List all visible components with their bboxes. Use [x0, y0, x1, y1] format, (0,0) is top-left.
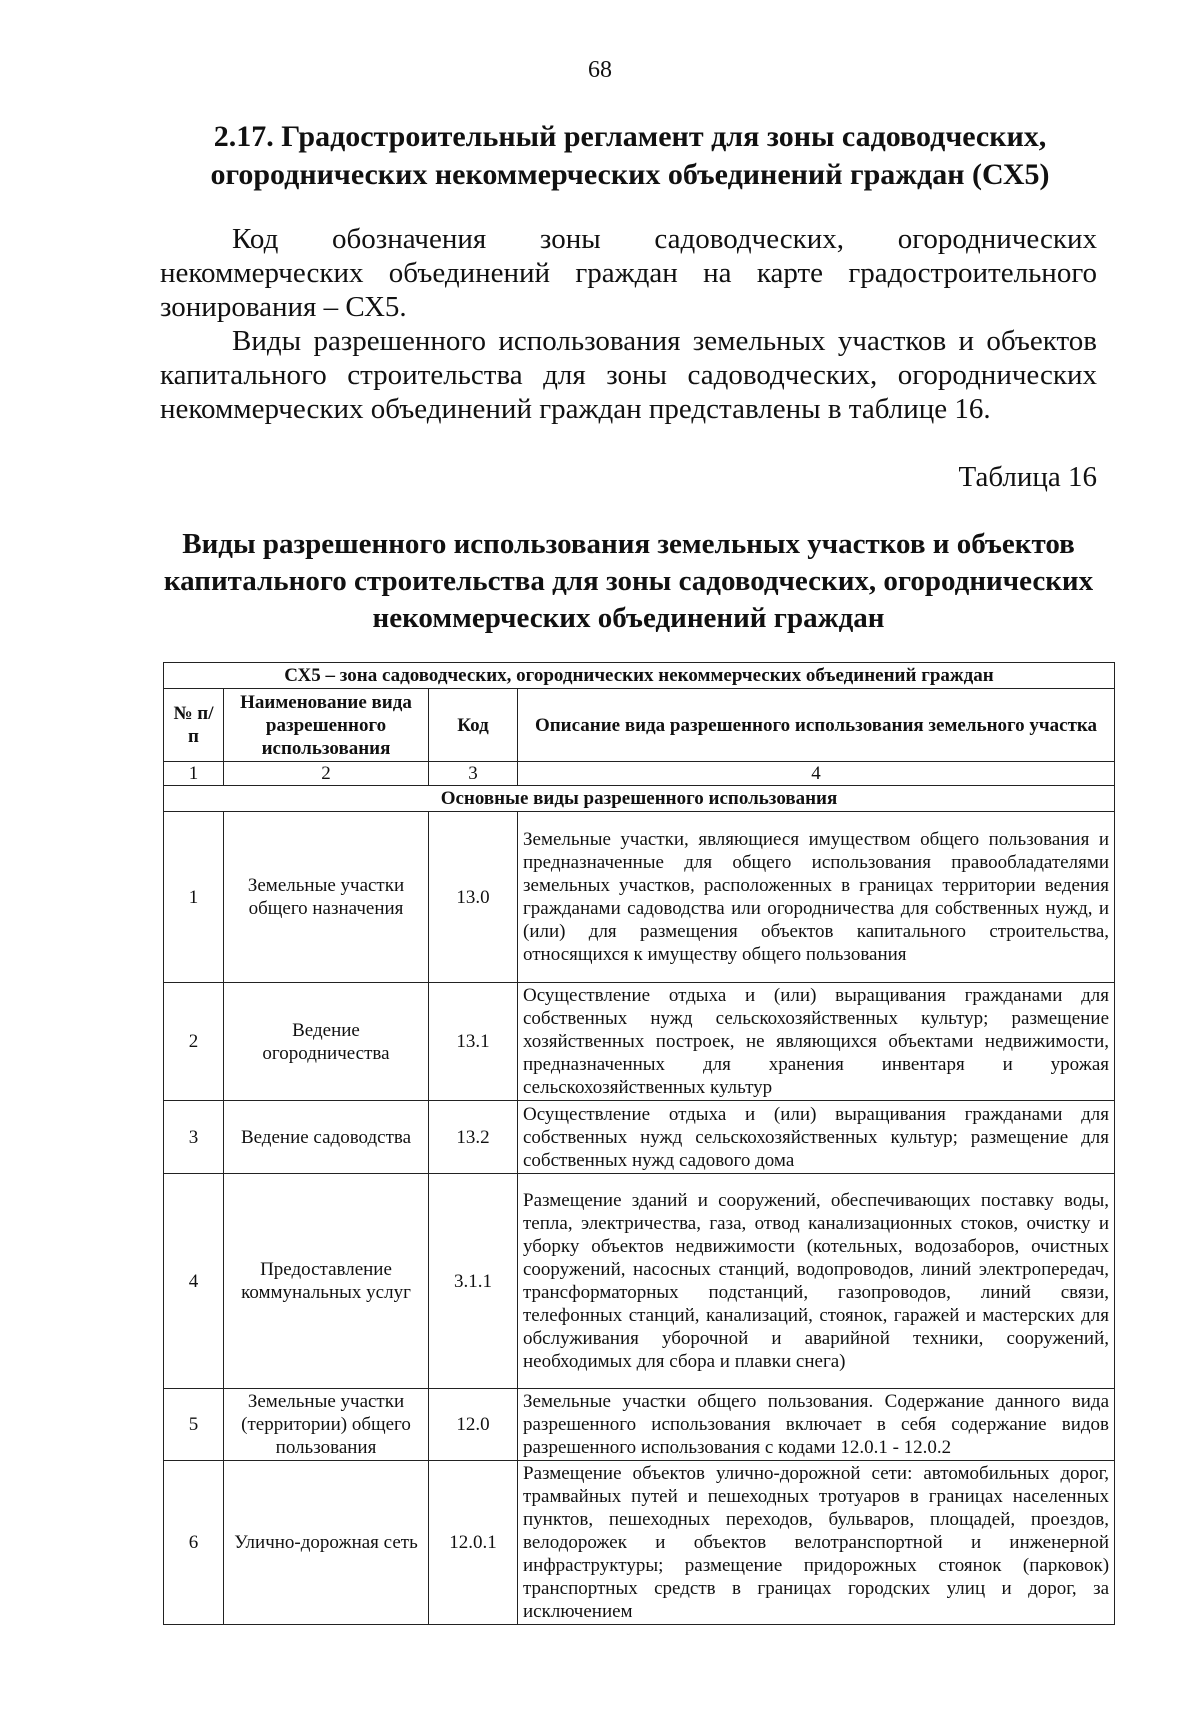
table-row — [164, 812, 1115, 983]
row-code-cell: 12.0.1 — [429, 1461, 518, 1625]
page-number: 68 — [588, 57, 612, 83]
permitted-use-table-wrapper — [163, 662, 1114, 1625]
table-row — [164, 1101, 1115, 1174]
table-row — [164, 983, 1115, 1101]
row-name-cell: Улично-дорожная сеть — [224, 1461, 429, 1625]
row-description-cell: Размещение объектов улично-дорожной сети: автомобильных дорог, трамвайных путей и пешеходных тротуаров в границах населенных пунктов, пешеходных переходов, бульваров, площадей, проездов, велодорожек и объектов велотранспортной и инженерной инфраструктуры; размещение придорожных стоянок (парковок) транспортных средств в границах городских улиц и дорог, за исключением — [518, 1461, 1115, 1625]
row-name-cell: Земельные участки (территории) общего пользования — [224, 1389, 429, 1461]
row-code-cell: 13.2 — [429, 1101, 518, 1174]
zone-header-row — [164, 663, 1115, 689]
row-description-cell: Осуществление отдыха и (или) выращивания гражданами для собственных нужд сельскохозяйственных культур; размещение для собственных нужд садового дома — [518, 1101, 1115, 1174]
row-number-cell: 5 — [164, 1389, 224, 1461]
row-name-cell: Земельные участки общего назначения — [224, 812, 429, 983]
group-header-cell: Основные виды разрешенного использования — [164, 786, 1115, 812]
permitted-use-table — [163, 662, 1115, 1625]
table-row — [164, 1174, 1115, 1389]
column-number-cell: 2 — [224, 762, 429, 786]
row-name-cell: Предоставление коммунальных услуг — [224, 1174, 429, 1389]
column-header-name: Наименование вида разрешенного использования — [224, 689, 429, 762]
table-title: Виды разрешенного использования земельных участков и объектов капитального строительства для зоны садоводческих, огороднических некоммерческих объединений граждан — [163, 528, 1094, 634]
row-number-cell: 6 — [164, 1461, 224, 1625]
paragraph-zone-code: Код обозначения зоны садоводческих, огороднических некоммерческих объединений граждан на карте градостроительного зонирования – СХ5. — [160, 223, 1097, 323]
column-header-row — [164, 689, 1115, 762]
row-name-cell: Ведение садоводства — [224, 1101, 429, 1174]
row-code-cell: 13.0 — [429, 812, 518, 983]
row-name-cell: Ведение огородничества — [224, 983, 429, 1101]
column-number-cell: 3 — [429, 762, 518, 786]
column-number-cell: 1 — [164, 762, 224, 786]
paragraph-permitted-uses: Виды разрешенного использования земельных участков и объектов капитального строительства для зоны садоводческих, огороднических некоммерческих объединений граждан представлены в таблице 16. — [160, 325, 1097, 425]
column-number-cell: 4 — [518, 762, 1115, 786]
row-description-cell: Земельные участки общего пользования. Содержание данного вида разрешенного использования включает в себя содержание видов разрешенного использования с кодами 12.0.1 - 12.0.2 — [518, 1389, 1115, 1461]
group-header-row — [164, 786, 1115, 812]
row-code-cell: 3.1.1 — [429, 1174, 518, 1389]
table-row — [164, 1389, 1115, 1461]
row-description-cell: Размещение зданий и сооружений, обеспечивающих поставку воды, тепла, электричества, газа, отвод канализационных стоков, очистку и уборку объектов недвижимости (котельных, водозаборов, очистных сооружений, насосных станций, водопроводов, линий электропередач, трансформаторных подстанций, газопроводов, линий связи, телефонных станций, канализаций, стоянок, гаражей и мастерских для обслуживания уборочной и аварийной техники, сооружений, необходимых для сбора и плавки снега) — [518, 1174, 1115, 1389]
row-number-cell: 1 — [164, 812, 224, 983]
column-header-number: № п/п — [164, 689, 224, 762]
section-heading: 2.17. Градостроительный регламент для зоны садоводческих, огороднических некоммерческих объединений граждан (СХ5) — [210, 120, 1050, 191]
row-description-cell: Осуществление отдыха и (или) выращивания гражданами для собственных нужд сельскохозяйственных культур; размещение хозяйственных построек, не являющихся объектами недвижимости, предназначенных для хранения инвентаря и урожая сельскохозяйственных культур — [518, 983, 1115, 1101]
column-number-row — [164, 762, 1115, 786]
column-header-code: Код — [429, 689, 518, 762]
row-code-cell: 12.0 — [429, 1389, 518, 1461]
table-row — [164, 1461, 1115, 1625]
row-code-cell: 13.1 — [429, 983, 518, 1101]
row-number-cell: 4 — [164, 1174, 224, 1389]
row-number-cell: 3 — [164, 1101, 224, 1174]
zone-header-cell: СХ5 – зона садоводческих, огороднических некоммерческих объединений граждан — [164, 663, 1115, 689]
row-description-cell: Земельные участки, являющиеся имуществом общего пользования и предназначенные для общего использования правообладателями земельных участков, расположенных в границах территории ведения гражданами садоводства или огородничества для собственных нужд, и (или) для размещения объектов капитального строительства, относящихся к имуществу общего пользования — [518, 812, 1115, 983]
table-caption: Таблица 16 — [958, 461, 1097, 493]
row-number-cell: 2 — [164, 983, 224, 1101]
column-header-description: Описание вида разрешенного использования земельного участка — [518, 689, 1115, 762]
